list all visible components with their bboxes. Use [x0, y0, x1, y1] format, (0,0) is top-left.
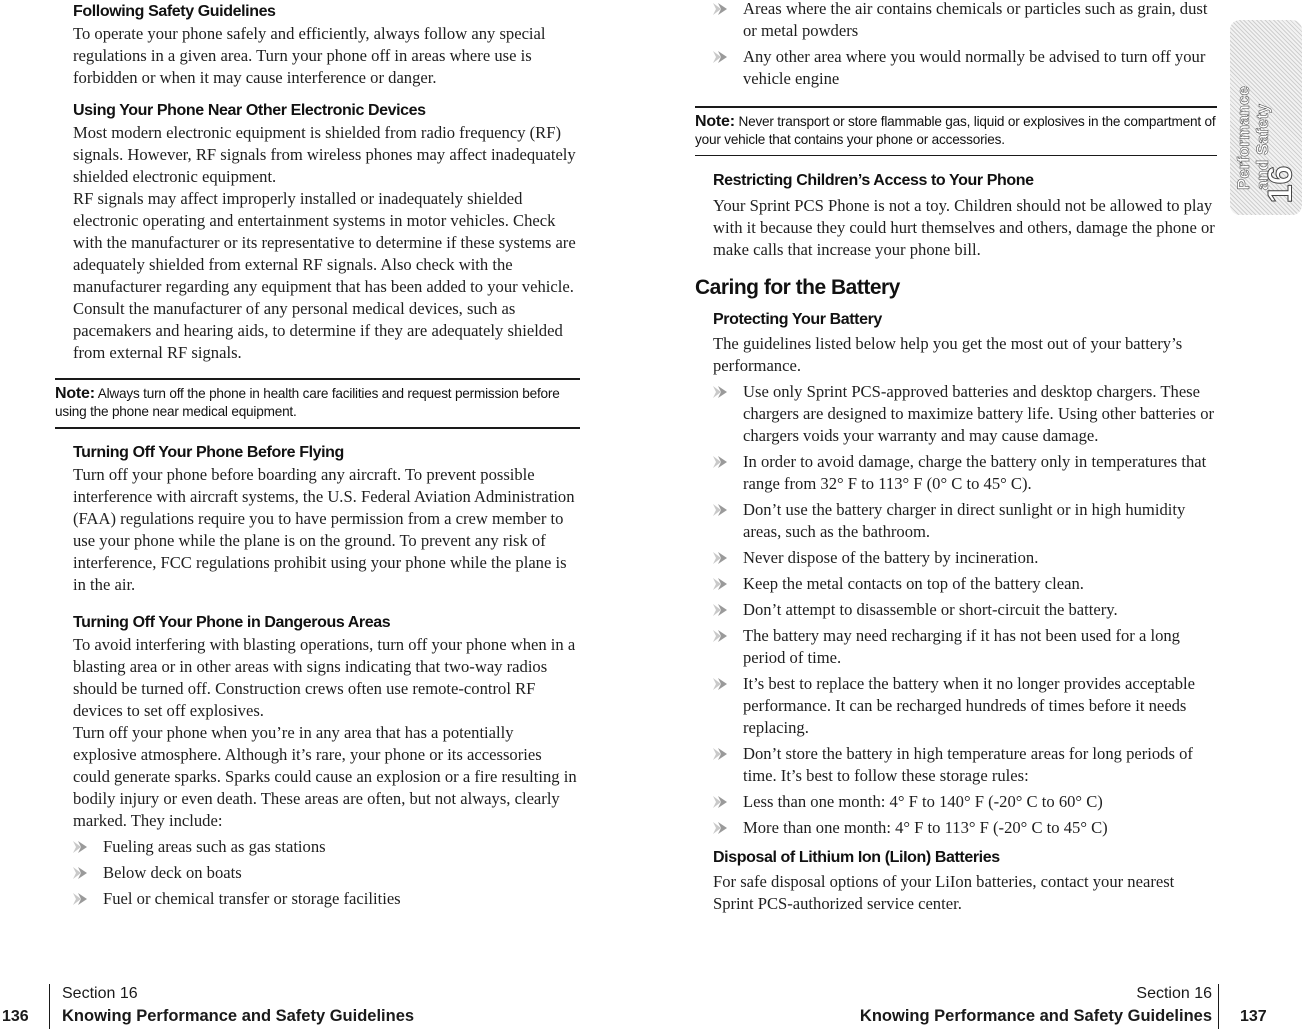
heading-flying: Turning Off Your Phone Before Flying	[73, 444, 344, 461]
section-tab-label	[1234, 0, 1294, 190]
bullet-arrow-icon	[712, 2, 728, 16]
bullet-item	[743, 0, 1217, 42]
heading-electronic-devices: Using Your Phone Near Other Electronic Devices	[73, 102, 426, 119]
bullet-item	[743, 547, 1217, 569]
paragraph: RF signals may affect improperly installed or inadequately shielded electronic operating and entertainment systems in motor vehicles. Check with the manufacturer or its representative to determine if these systems are adequately shielded from external RF signals. Also check with the manufacturer regarding any equipment that has been added to your vehicle.	[73, 189, 576, 296]
paragraph: To operate your phone safely and efficiently, always follow any special regulations in a given area. Turn your phone off in areas where use is forbidden or when it may cause interference or danger.	[73, 24, 546, 87]
tab-label-line1: Performance	[1234, 86, 1253, 190]
bullet-item	[743, 625, 1217, 669]
bullet-item	[743, 743, 1217, 787]
bullet-text: Areas where the air contains chemicals or particles such as grain, dust or metal powders	[743, 0, 1208, 40]
bullet-text: Don’t attempt to disassemble or short-circuit the battery.	[743, 600, 1118, 619]
heading-disposal: Disposal of Lithium Ion (LiIon) Batteries	[713, 849, 1000, 866]
right-page-column	[695, 0, 1217, 915]
note-text	[695, 108, 1217, 155]
paragraph: For safe disposal options of your LiIon batteries, contact your nearest Sprint PCS-authorized service center.	[713, 872, 1175, 913]
bullet-text: Don’t use the battery charger in direct sunlight or in high humidity areas, such as the bathroom.	[743, 500, 1186, 541]
bullet-item	[103, 836, 580, 858]
bullet-arrow-icon	[712, 50, 728, 64]
bullet-text: It’s best to replace the battery when it no longer provides acceptable performance. It can be recharged hundreds of times before it needs replacing.	[743, 674, 1196, 737]
bullet-item	[743, 46, 1217, 90]
bullet-text: Fuel or chemical transfer or storage facilities	[103, 889, 401, 908]
bullet-arrow-icon	[712, 551, 728, 565]
paragraph: Consult the manufacturer of any personal medical devices, such as pacemakers and hearing aids, to determine if they are adequately shielded from external RF signals.	[73, 299, 563, 362]
bullet-arrow-icon	[712, 677, 728, 691]
bullet-text: Don’t store the battery in high temperature areas for long periods of time. It’s best to follow these storage rules:	[743, 744, 1193, 785]
footer-title-left: Knowing Performance and Safety Guidelines	[62, 1007, 415, 1025]
page-number-left: 136	[2, 1008, 29, 1025]
bullet-item	[743, 673, 1217, 739]
section-heading-caring-battery: Caring for the Battery	[695, 276, 900, 299]
bullet-item	[743, 791, 1217, 813]
bullet-text: The battery may need recharging if it has not been used for a long period of time.	[743, 626, 1180, 667]
note-label: Note:	[695, 113, 735, 130]
paragraph: To avoid interfering with blasting operations, turn off your phone when in a blasting area or in other areas with signs indicating that two-way radios should be turned off. Construction crews often use remote-control RF devices to set off explosives.	[73, 635, 576, 720]
left-page-column	[55, 0, 580, 910]
note-label: Note:	[55, 385, 95, 402]
note-box-flammable	[695, 106, 1217, 156]
bullet-arrow-icon	[712, 455, 728, 469]
bullet-text: Below deck on boats	[103, 863, 242, 882]
note-body: Never transport or store flammable gas, liquid or explosives in the compartment of your vehicle that contains your phone or accessories.	[695, 114, 1216, 147]
tab-label-line2: and Safety	[1253, 104, 1272, 190]
bullet-arrow-icon	[72, 866, 88, 880]
battery-bullet-list	[695, 381, 1217, 839]
bullet-text: Never dispose of the battery by incineration.	[743, 548, 1039, 567]
paragraph: Turn off your phone before boarding any aircraft. To prevent possible interference with aircraft systems, the U.S. Federal Aviation Administration (FAA) regulations require you to have permission from a crew member to use your phone while the plane is on the ground. To prevent any risk of interference, FCC regulations prohibit using your phone while the plane is in the air.	[73, 465, 575, 594]
bullet-item	[103, 862, 580, 884]
note-box-medical	[55, 378, 580, 429]
heading-childrens-access: Restricting Children’s Access to Your Phone	[713, 172, 1034, 189]
bullet-arrow-icon	[712, 795, 728, 809]
bullet-text: Fueling areas such as gas stations	[103, 837, 326, 856]
paragraph: Most modern electronic equipment is shielded from radio frequency (RF) signals. However, RF signals from wireless phones may affect inadequately shielded electronic equipment.	[73, 123, 576, 186]
bullet-text: Use only Sprint PCS-approved batteries and desktop chargers. These chargers are designed to maximize battery life. Using other batteries or chargers voids your warranty and may cause damage.	[743, 382, 1215, 445]
bullet-arrow-icon	[712, 821, 728, 835]
note-text	[55, 380, 580, 427]
heading-dangerous-areas: Turning Off Your Phone in Dangerous Areas	[73, 614, 391, 631]
bullet-arrow-icon	[712, 603, 728, 617]
page-number-right: 137	[1240, 1008, 1267, 1025]
bullet-arrow-icon	[712, 503, 728, 517]
paragraph: Turn off your phone when you’re in any area that has a potentially explosive atmosphere. Although it’s rare, your phone or its accessories could generate sparks. Sparks could cause an explosion or a fire resulting in bodily injury or even death. These areas are often, but not always, clearly marked. They include:	[73, 723, 577, 830]
bullet-arrow-icon	[72, 892, 88, 906]
bullet-item	[743, 599, 1217, 621]
bullet-arrow-icon	[712, 747, 728, 761]
footer-title-right: Knowing Performance and Safety Guidelines	[859, 1007, 1212, 1025]
paragraph: Your Sprint PCS Phone is not a toy. Children should not be allowed to play with it because they could hurt themselves and others, damage the phone or make calls that increase your phone bill.	[713, 196, 1215, 259]
paragraph: The guidelines listed below help you get the most out of your battery’s performance.	[713, 334, 1183, 375]
footer-section-left: Section 16	[62, 985, 138, 1002]
bullet-item	[743, 573, 1217, 595]
footer-divider-right	[1218, 984, 1219, 1029]
footer-divider-left	[49, 984, 50, 1029]
heading-following-safety: Following Safety Guidelines	[73, 3, 276, 20]
bullet-text: Any other area where you would normally be advised to turn off your vehicle engine	[743, 47, 1206, 88]
bullet-arrow-icon	[712, 629, 728, 643]
bullet-item	[743, 817, 1217, 839]
bullet-text: Keep the metal contacts on top of the battery clean.	[743, 574, 1084, 593]
section-tab-number: 16	[1261, 165, 1300, 204]
bullet-arrow-icon	[72, 840, 88, 854]
bullet-text: Less than one month: 4° F to 140° F (-20° C to 60° C)	[743, 792, 1103, 811]
bullet-item	[743, 381, 1217, 447]
note-body: Always turn off the phone in health care facilities and request permission before using the phone near medical equipment.	[55, 386, 560, 419]
heading-protecting-battery: Protecting Your Battery	[713, 311, 882, 328]
bullet-item	[743, 499, 1217, 543]
bullet-item	[103, 888, 580, 910]
footer-section-right: Section 16	[1136, 985, 1212, 1002]
bullet-item	[743, 451, 1217, 495]
bullet-text: More than one month: 4° F to 113° F (-20° C to 45° C)	[743, 818, 1108, 837]
bullet-arrow-icon	[712, 577, 728, 591]
bullet-text: In order to avoid damage, charge the battery only in temperatures that range from 32° F to 113° F (0° C to 45° C).	[743, 452, 1207, 493]
bullet-arrow-icon	[712, 385, 728, 399]
